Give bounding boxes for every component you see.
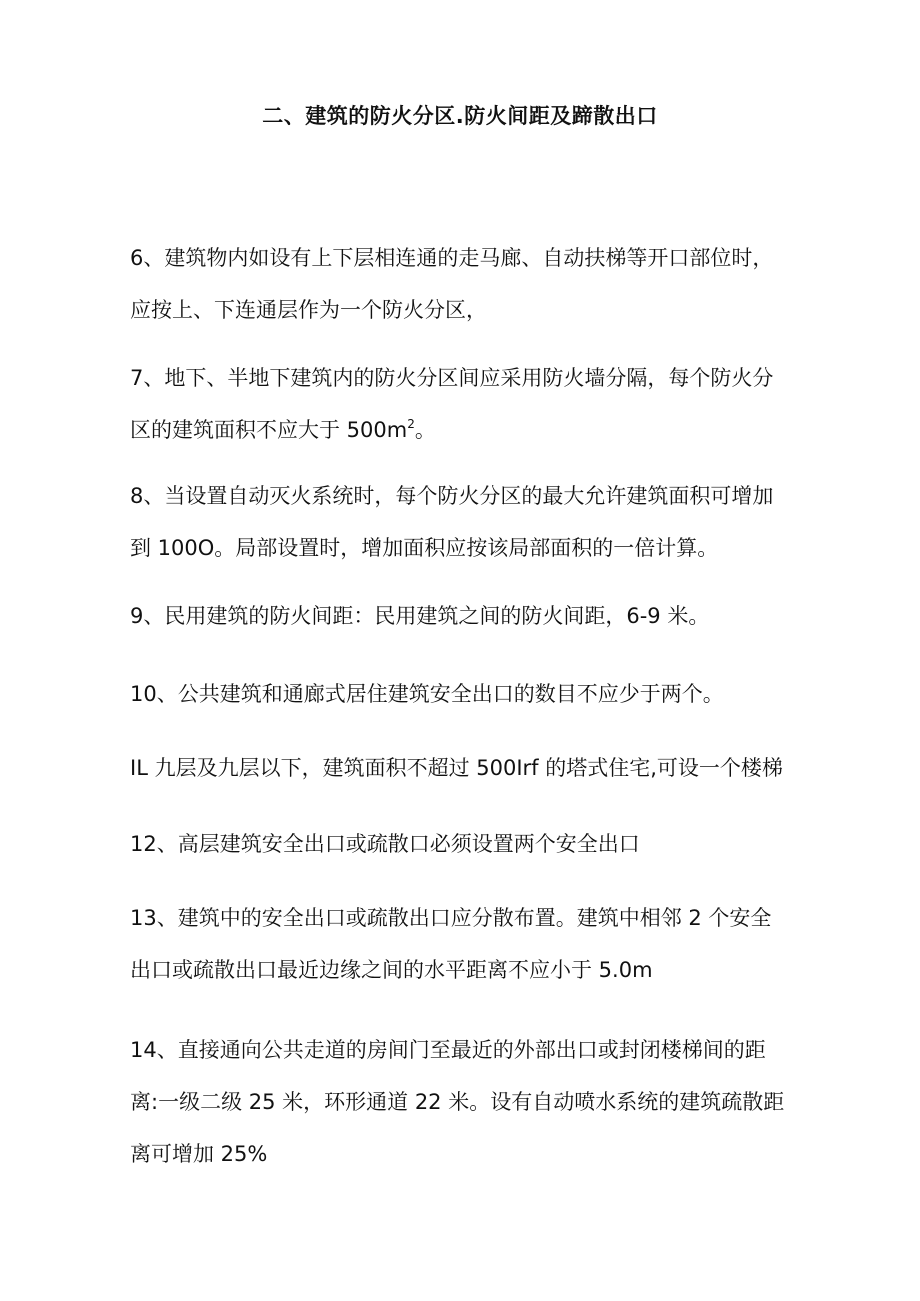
item-9 [130, 590, 810, 642]
item-13-line-1: 13、建筑中的安全出口或疏散出口应分散布置。建筑中相邻 2 个安全 [130, 906, 772, 930]
item-10-line-1: 10、公共建筑和通廊式居住建筑安全出口的数目不应少于两个。 [130, 682, 724, 706]
item-7-line-2-text: 区的建筑面积不应大于 500m [130, 418, 408, 442]
item-14-line-1: 14、直接通向公共走道的房间门至最近的外部出口或封闭楼梯间的距 [130, 1038, 766, 1062]
item-14 [130, 1024, 810, 1180]
item-12 [130, 818, 810, 870]
item-7 [130, 352, 810, 456]
item-8 [130, 470, 810, 574]
superscript-2: 2 [407, 417, 415, 431]
item-13 [130, 892, 810, 996]
document-title: 二、建筑的防火分区.防火间距及蹄散出口 [262, 104, 658, 128]
item-6 [130, 232, 810, 336]
item-14-line-3: 离可增加 25% [130, 1142, 268, 1166]
item-10 [130, 668, 810, 720]
item-8-line-1: 8、当设置自动灭火系统时，每个防火分区的最大允许建筑面积可增加 [130, 484, 774, 508]
item-7-line-2-tail: 。 [414, 418, 436, 442]
item-6-line-2: 应按上、下连通层作为一个防火分区， [130, 298, 487, 322]
item-6-line-1: 6、建筑物内如设有上下层相连通的走马廊、自动扶梯等开口部位时， [130, 246, 774, 270]
item-9-line-1: 9、民用建筑的防火间距：民用建筑之间的防火间距，6-9 米。 [130, 604, 710, 628]
item-11 [130, 742, 810, 794]
item-11-line-1: IL 九层及九层以下，建筑面积不超过 500Irf 的塔式住宅,可设一个楼梯 [130, 756, 783, 780]
item-8-line-2: 到 100O。局部设置时，增加面积应按该局部面积的一倍计算。 [130, 536, 719, 560]
item-7-line-1: 7、地下、半地下建筑内的防火分区间应采用防火墙分隔，每个防火分 [130, 366, 774, 390]
item-12-line-1: 12、高层建筑安全出口或疏散口必须设置两个安全出口 [130, 832, 640, 856]
item-13-line-2: 出口或疏散出口最近边缘之间的水平距离不应小于 5.0m [130, 958, 653, 982]
item-7-line-2 [130, 404, 810, 456]
item-14-line-2: 离:一级二级 25 米，环形通道 22 米。设有自动喷水系统的建筑疏散距 [130, 1090, 785, 1114]
